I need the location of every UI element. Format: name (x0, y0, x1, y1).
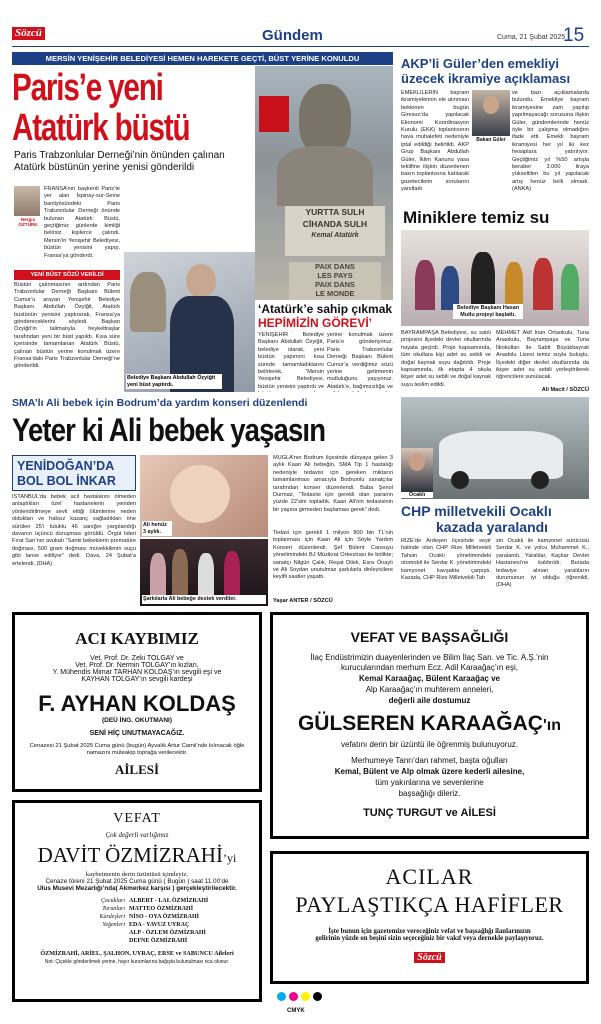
ali-column-1: MUĞLA’nın Bodrum ilçesinde dünyaya gelen 3 aylık Kaan Ali bebeğin, SMA Tip 1 hastalığı nedeniyle tedavisi için gereken miktarın tamamlanması amacıyla Bodrumlu sanatçılar tarafından konser düzenlendi. Baba Şenol Durmaz, “Tedavisi için gerekli olan paranın yüzde 22’sini topladık. Kaan Ali’nin tedavisinin bir yaşına girmeden başlaması gerek” dedi. (273, 455, 393, 513)
ad2-line-4: Alp Karaağaç’ın muhterem anneleri, (365, 685, 494, 694)
ocakli-photo (401, 448, 433, 492)
turkish-flag (259, 96, 289, 132)
ad2-line-6: vefatını derin bir üzüntü ile öğrenmiş bulunuyoruz. (341, 740, 518, 749)
ocakli-caption: Ocaklı (401, 492, 433, 498)
header-rule (12, 46, 589, 47)
akp-guler-photo (472, 90, 510, 136)
ad3-suffix: ’yi (222, 851, 237, 865)
mini-column-2: MEHMET Akif İnan Ortaokulu, Tuna Anaokulu, Bayrampaşa ve Tuna İlkokulları ile Sabit Büyükbayrak Anadolu Lisesi temiz suyla buluştu. İlçedeki diğer devlet okullarında da ikişer adet su sebili yerleştirilerek öğrencilere sunulacak. (496, 330, 589, 381)
yenidogan-headline-1: YENİDOĞAN’DA (17, 459, 115, 473)
quote-line-2: HEPİMİZİN GÖREVİ’ (258, 316, 373, 330)
ad2-line-10: başsağlığı dileriz. (398, 789, 461, 798)
cmyk-marks (277, 992, 323, 1002)
issue-date: Cuma, 21 Şubat 2025 (497, 34, 566, 41)
relative-row: Yeğenleri EDA - YAVUZ UYRAÇ (102, 922, 190, 928)
relative-row: Kardeşleri NİSO - OYA ÖZMİZRAHİ (99, 914, 199, 920)
ad1-name: F. AYHAN KOLDAŞ (38, 691, 236, 716)
relative-row: ALP - ÖZLEM ÖZMİZRAHİ (129, 930, 206, 936)
ad1-ceremony: Cenazesi 21 Şubat 2025 Cuma günü (bugün) Ayvalık Artur Camii’nde kılınacak öğle namazını müteakip toprağa verilecektir. (29, 743, 245, 756)
lead-body-1: FRANSA’nın başkenti Paris’te yer alan İspinay-sur-Seine banliyösündeki Paris Trabzonlular Derneği önünde bulunan Atatürk Büstü, geçtiğimiz günlerde kimliği belirsiz kişilerce çalındı. Mersin’in Yenişehir Belediyesi, büstün yenisini yapıp, Fransa’ya gönderdi. (44, 186, 120, 259)
ad2-signature: TUNÇ TURGUT ve AİLESİ (363, 807, 496, 819)
mini-caption: Belediye Başkanı Hasan Mutlu projeyi başlattı. (453, 304, 523, 319)
ad2-name: GÜLSEREN KARAAĞAÇ (297, 712, 543, 735)
ad2-line-5: değerli aile dostumuz (388, 696, 471, 705)
bust-shoulders (277, 146, 373, 206)
ad2-line-1: İlaç Endüstrimizin duayenlerinden ve Bilim İlaç San. ve Tic. A.Ş.’nin (310, 653, 549, 662)
lead-headline-1: Paris’e yeni (12, 67, 163, 109)
ali-caption-2: Şarkılarla Ali bebeğe destek verdiler. (142, 595, 266, 604)
ad3-title: VEFAT (113, 811, 161, 826)
cmyk-label: CMYK (287, 1008, 305, 1014)
ad1-line-2: Vet. Prof. Dr. Nermin TOLGAY’ın kızları, (75, 662, 199, 669)
relative-row: Torunları MATTEO ÖZMİZRAHİ (102, 906, 194, 912)
page-number: 15 (563, 25, 585, 46)
lead-kicker-bar: MERSİN YENİŞEHİR BELEDİYESİ HEMEN HAREKETE GEÇTİ, BÜST YERİNE KONULDU (12, 52, 393, 65)
lead-column-1: YENİŞEHİR Belediye Başkanı Abdullah Özyiğit, belediye olarak, yeni büstün yapımını kısa sürede tamamladıklarını belirterek, “Mersin Yenişehir Belediyesi, büstün yenisini yaptırdı ve (258, 332, 324, 390)
ad3-line-3: Ulus Musevi Mezarlığı’nda( Akmerkez karşısı ) gerçekleştirilecektir. (37, 885, 237, 892)
quote-line-1: ‘Atatürk’e sahip çıkmak (258, 302, 393, 316)
chp-headline-2: kazada yaralandı (436, 519, 549, 535)
ali-signature: Yaşar ANTER / SÖZCÜ (273, 598, 333, 604)
ad4-line-2: gelirinin yüzde on beşini sizin seçeceğiniz bir vakıf veya dernekle paylaşıyoruz. (315, 935, 544, 942)
section-title: Gündem (262, 27, 323, 44)
ad2-line-7: Merhumeye Tanrı’dan rahmet, başta oğulları (351, 756, 508, 765)
mini-photo (401, 230, 589, 326)
ali-baby-photo (140, 455, 268, 537)
lead-spot: Paris Trabzonlular Derneği’nin önünden çalınan Atatürk büstünün yerine yenisi gönderildi (14, 150, 225, 173)
ad2-line-8: Kemal, Bülent ve Alp olmak üzere kederli ailesine, (334, 767, 525, 776)
ad1-line-1: Vet. Prof. Dr. Zeki TOLGAY ve (90, 655, 184, 662)
obituary-koldas (12, 612, 262, 792)
sozcu-logo[interactable]: Sözcü (12, 27, 45, 40)
akp-photo-caption: Bakan Güler (476, 137, 506, 143)
ad4-line-1: İşte bunun için gazetemize vereceğiniz vefat ve başsağlığı ilanlarınızın (328, 928, 531, 935)
bust-head (299, 84, 351, 154)
lead-subhead: YENİ BÜST SÖZÜ VERİLDİ (14, 270, 120, 280)
lead-body-2: Büstün çalınmasının ardından Paris Trabzonlular Derneği Başkanı Bülent Cumur’u arayan Yenişehir Belediye Başkanı Abdullah Özyiğit, Atatürk büstünün yenisini yaptırarak, Fransa’ya göndereceklerini söyledi. Başkan Özyiğit’in talimatıyla heykeltraşlar tarafından yeni bir büst yapıldı. Kısa süre içerisinde tamamlanan Atatürk Büstü, çalınan büstün yerine konulmak üzere Fransa’daki Paris Trabzonlular Derneği’ne gönderildi. (14, 282, 120, 370)
lead-headline-2: Atatürk büstü (12, 107, 190, 149)
ad3-line-1: kaybetmenin derin üzüntüsü içindeyiz. (85, 871, 189, 878)
akp-headline-2: üzecek ikramiye açıklaması (401, 71, 571, 86)
ad1-role: (DEÜ İNG. OKUTMANI) (101, 717, 173, 724)
yenidogan-text: İSTANBUL’da bebek acil hastalarını ölmeden anlaştıkları özel hastanelerin yeniden yönlendirilmeye sevk ettiği ölümlerine neden oldukları ve haksız kazanç sağladıkları öne sürülen 25’i tutuklu 46 sanığın yargılandığı davanın üçüncü duruşması görüldü. Örgüt lideri Fırat Sarı’nın avukatı “Sanki bebeklerin prematüre doğması, 500 gram doğması müvekkilimin suçu gibi lanse ediliyor” dedi. Dava, 24 Şubat’a ertelendi. (DHA) (12, 494, 136, 567)
obituary-karaagac (270, 612, 589, 839)
ad3-line-2: Cenaze töreni 21 Şubat 2025 Cuma günü ( Bugün ) saat 11.00’de (45, 878, 229, 885)
ad3-name: DAVİT ÖZMİZRAHİ (37, 843, 223, 867)
ad1-line-3: Y. Mühendis Mimar TARHAN KOLDAŞ’ın sevgili eşi ve (52, 669, 222, 676)
obituary-ozmizrahi (12, 800, 262, 1002)
sozcu-solidarity-ad (270, 851, 589, 984)
ad1-never: SENİ HİÇ UNUTMAYACAĞIZ. (89, 730, 185, 737)
relative-row: DEFNE ÖZMİZRAHİ (129, 938, 188, 944)
ad4-sozcu-logo[interactable]: Sözcü (414, 952, 444, 963)
ali-column-2: Tedavi için gerekli 1 milyon 800 bin TL’nin toplanması için Kaan Ali için Söyle Yardım Konseri düzenlendi. Şef Bülent Cansuyu yönetimindeki BJ Müzikrat Orkestrası ile birlikte; sanatçı Nilgün Çalık, Reşat Dilek, Esra Önaylı ve Ali Soydan unutulmaz şarkılarla dinleyicilere keyifli saatler yaşattı. (273, 530, 393, 581)
bust-photo (255, 66, 393, 300)
ali-kicker: SMA’lı Ali bebek için Bodrum’da yardım konseri düzenlendi (12, 397, 308, 409)
chp-headline-1: CHP milletvekili Ocaklı (401, 503, 552, 519)
mini-headline: Miniklere temiz su (403, 208, 550, 227)
ali-caption-1: Ali henüz 3 aylık. (142, 521, 172, 536)
masthead (0, 0, 601, 50)
ad2-line-2: kurucularından merhum Ecz. Adil Karaağaç’ın eşi, (341, 663, 518, 672)
ad1-title: ACI KAYBIMIZ (75, 629, 199, 648)
yenidogan-box (12, 455, 136, 491)
ad4-headline-2: PAYLAŞTIKÇA HAFİFLER (295, 892, 564, 917)
ad3-relatives (37, 897, 237, 945)
akp-headline-1: AKP’li Güler’den emekliyi (401, 56, 559, 71)
relative-row: Çocukları ALBERT - LAL ÖZMİZRAHİ (101, 898, 209, 904)
mini-column-1: BAYRAMPAŞA Belediyesi, su satılı projesini ilçedeki devlet okullarında hayata geçirdi. Proje kapsamında, tüm okullara kişi adet su sebili ve doğal kaynak suyu dağıtıldı. Proje kapsamında, ilk etapta 4 okula ikişer adet su sebili ve doğal kaynak suyu teslim edildi. (401, 330, 491, 388)
ad1-line-4: KAYHAN TOLGAY’ın sevgili kardeşi (81, 676, 193, 683)
ad2-line-3: Kemal Karaağaç, Bülent Karaağaç ve (359, 674, 500, 683)
chp-column-2: sin Ocaklı ile kamyonet sürücüsü Serdar K. ve yolcu Muhammet K., yaralandı. Yaralılar, Kaçkar Devlet Hastanesi’ne kaldırıldı. Burada tedaviye alınan yaralıların durumunun iyi olduğu öğrenildi. (DHA) (496, 538, 589, 589)
reporter-avatar (14, 186, 40, 216)
mayor-photo (124, 252, 255, 392)
caption-mayor: Belediye Başkanı Abdullah Özyiğit yeni büst yaptırdı. (126, 374, 222, 389)
reporter-name: Nergis ÖZTÜRK (18, 217, 38, 228)
ad2-line-9: tüm yakınlarına ve sevenlerine (375, 778, 484, 787)
ad2-title: VEFAT VE BAŞSAĞLIĞI (350, 629, 509, 645)
yenidogan-headline-2: BOL BOL İNKAR (17, 474, 116, 488)
mini-signature: Ali Macit / SÖZCÜ (541, 387, 589, 393)
chp-column-1: RİZE’de Ardeşen ilçesinde seyir halinde olan CHP Rize Milletvekili Tahsin Ocaklı yönetimindeki otomobil ile Serdar K. yönetimindeki kamyonet kavşakta çarpıştı. Kazada, CHP Rize Milletvekili Tah (401, 538, 491, 582)
bust-plaque: YURTTA SULH CİHANDA SULH Kemal Atatürk (285, 206, 385, 256)
akp-column-2: ve bazı açıklamalarda bulundu. Emekliye bayram ikramiyesine zam yapılıp yapılmayacağı sorusuna ilişkin Güler, gündemlerinde henüz öyle bir çalışma olmadığını ifade etti. Emekli bayram ikramiyesi her yıl iki kez hesaplara yatırılıyor. Geçtiğimiz yıl %50 artışla beraber 3.000 liraya yükseltilen bu yıl yapılacak artış henüz belli olmadı. (ANKA) (512, 90, 589, 193)
ad3-note: Not: Çiçekle gönderilmek yerine, hayır kurumlarına bağışta bulunulması rica olunur. (44, 959, 230, 965)
lead-column-2: yerine konulmak üzere Paris’e gönderiyoruz. Paris Trabzonlular Derneği Başkanı Bülent Cumur’a verdiğimiz sözü yerine getirmenin mutluluğunu yaşıyoruz. Atatürk’e, bağımsızlığa ve (327, 332, 393, 390)
akp-column-1: EMEKLİLERİN bayram ikramiyelerinin ele alınması beklenen bugün Giresun’da yapılacak Ekonomi Koordinasyon Kurulu (EKK) toplantısının hava muhalefeti nedeniyle iptal edildiği belirtildi. AKP Grup Başkanı Abdullah Güler, İklim Kanunu yasa teklifine ilişkin düzenlenen basın toplantısına katılarak gazetecilerin sorularını yanıtladı (401, 90, 469, 193)
ad4-headline-1: ACILAR (385, 864, 474, 889)
bust-plaque-french: PAIX DANS LES PAYS PAIX DANS LE MONDE (289, 262, 381, 300)
ad2-suffix: 'ın (542, 717, 562, 734)
concert-photo (140, 539, 268, 606)
ad1-family: AİLESİ (114, 762, 160, 777)
ad3-sub: Çok değerli varlığımız (105, 831, 169, 839)
ali-headline: Yeter ki Ali bebek yaşasın (12, 412, 326, 448)
ad3-footer: ÖZMİZRAHİ, ARİEL, ŞALHON, UYRAÇ, ERSE ve SABUNCU Aileleri (40, 950, 234, 957)
